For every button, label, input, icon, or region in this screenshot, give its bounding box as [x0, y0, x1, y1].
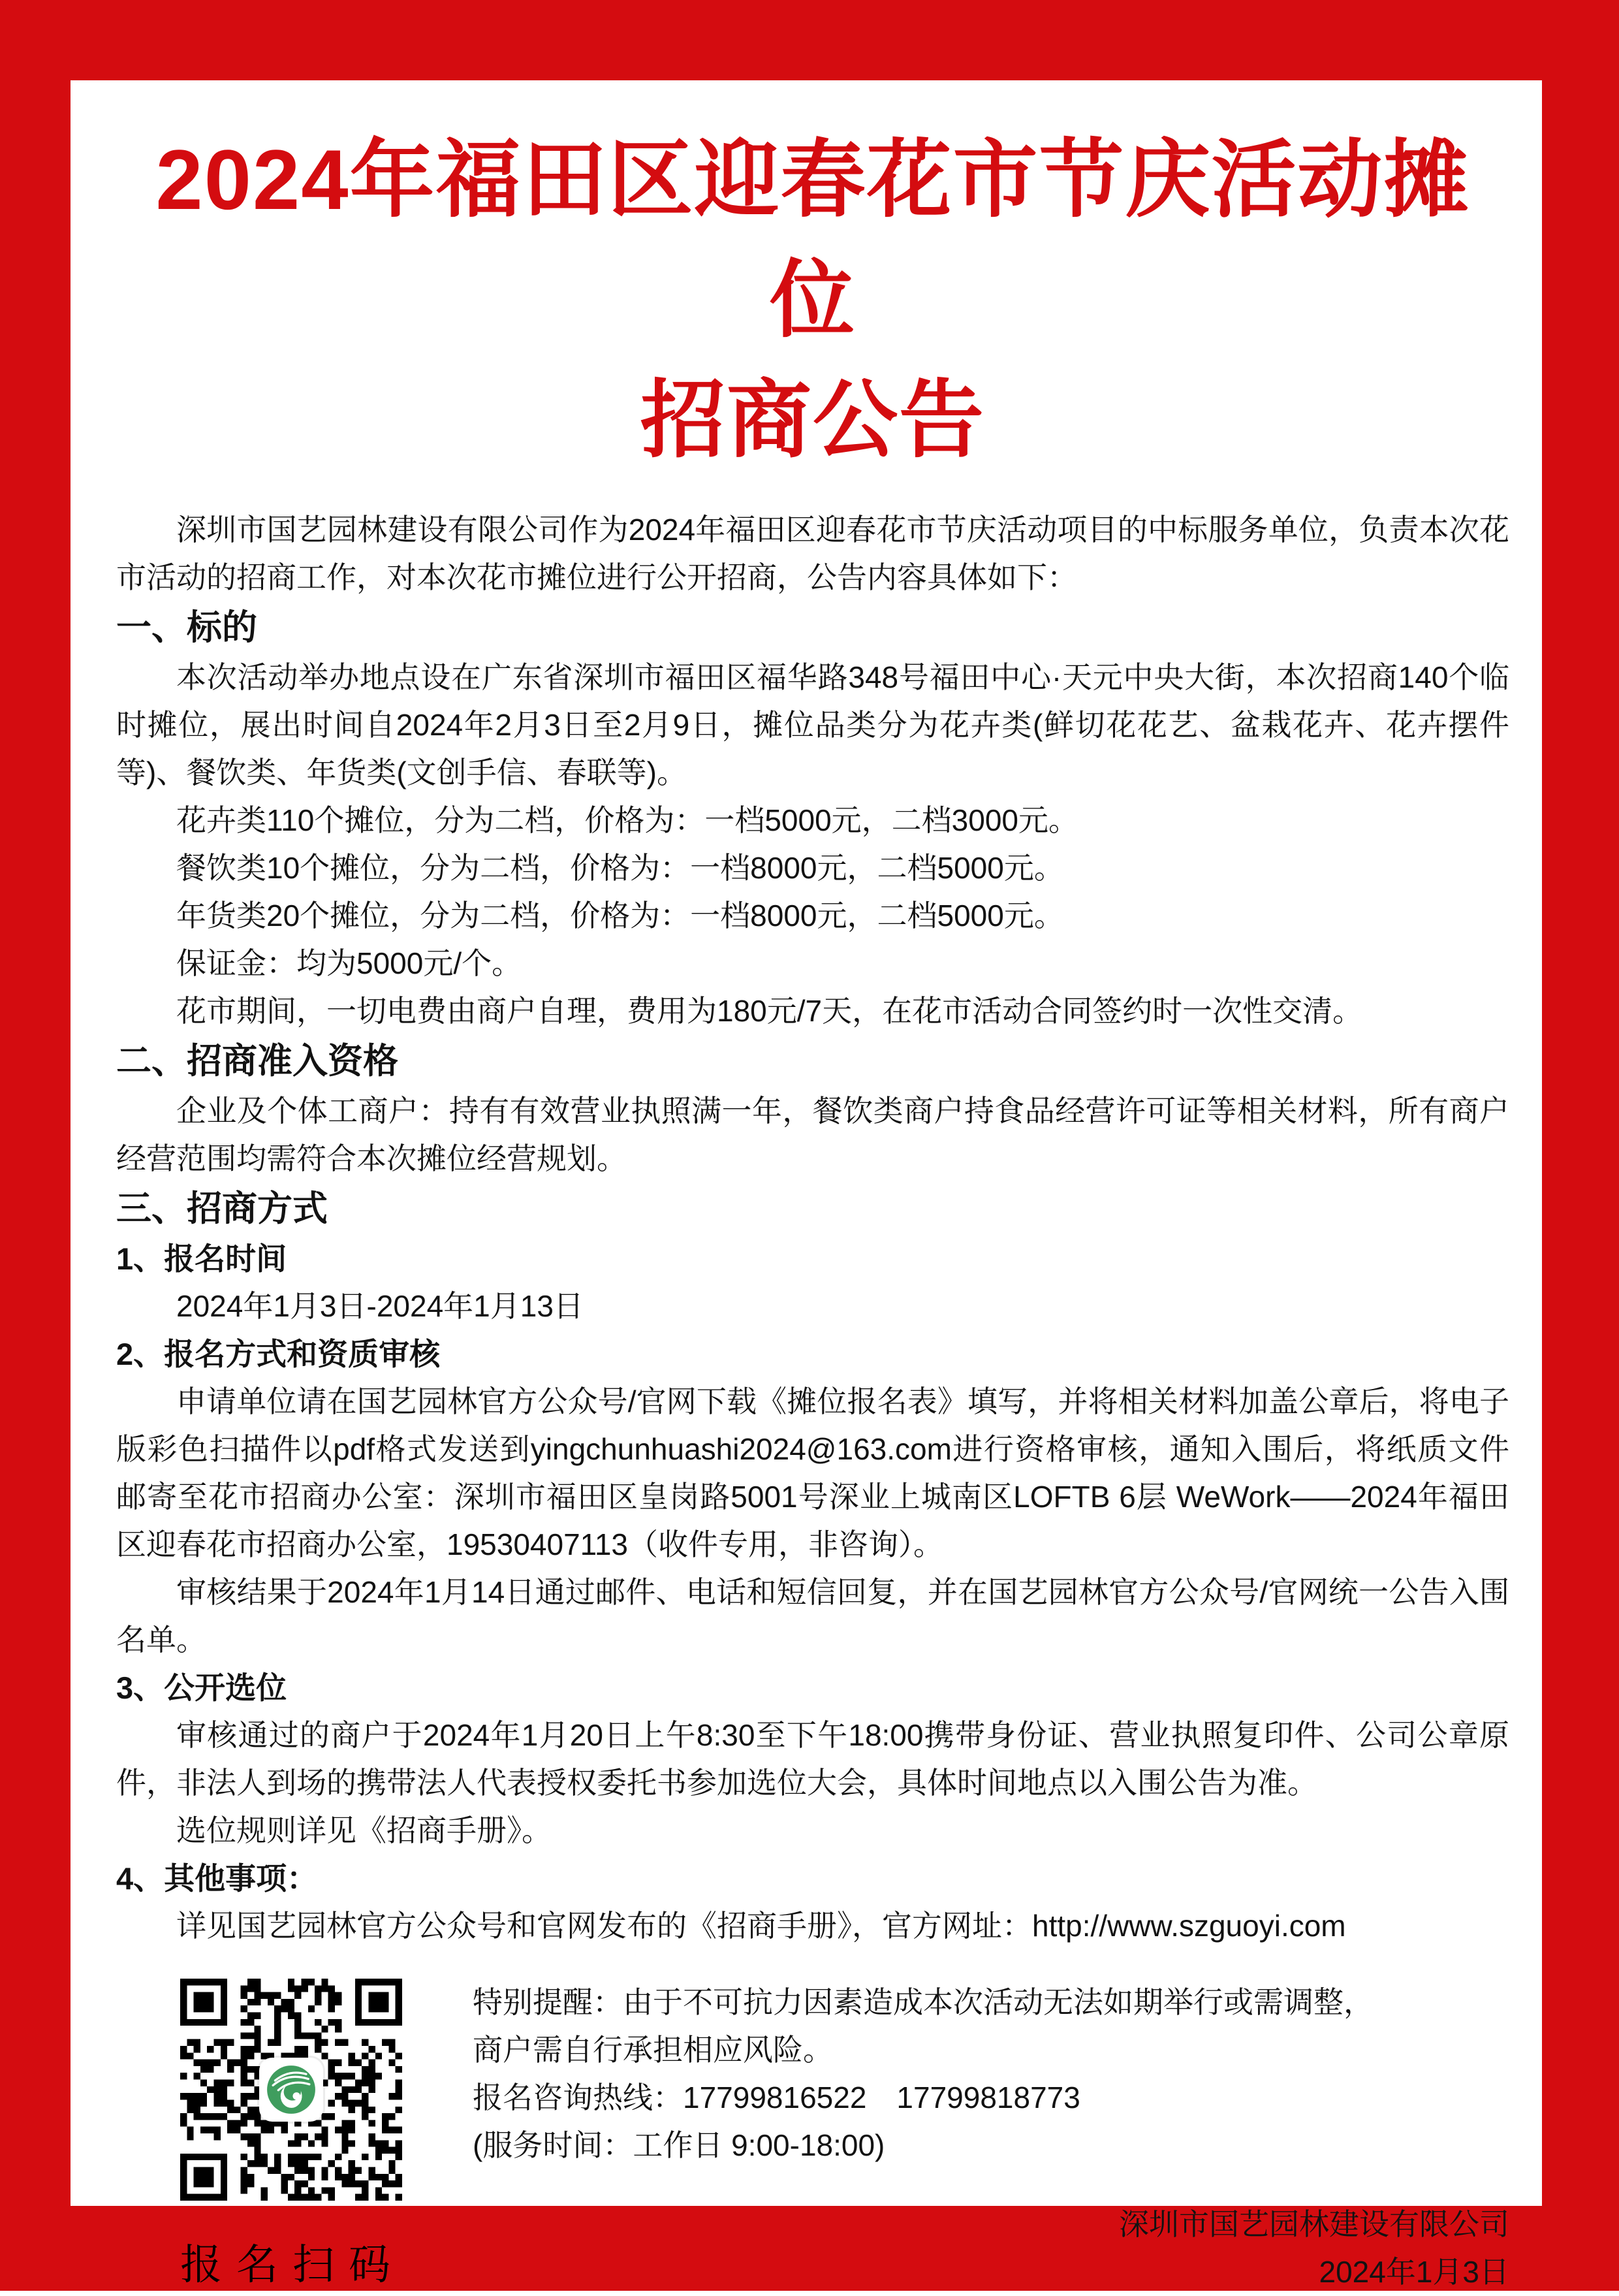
signature-block — [473, 2201, 1509, 2296]
section3-sub4-heading: 4、其他事项： — [116, 1861, 318, 1896]
intro-paragraph: 深圳市国艺园林建设有限公司作为2024年福田区迎春花市节庆活动项目的中标服务单位，负责本次花市活动的招商工作，对本次花市摊位进行公开招商，公告内容具体如下： — [116, 513, 1509, 594]
section3-sub4-paragraph-1: 详见国艺园林官方公众号和官网发布的《招商手册》，官方网址：http://www.szguoyi.com — [176, 1909, 1346, 1943]
service-hours-line: (服务时间：工作日 9:00-18:00) — [473, 2128, 885, 2162]
qr-code — [180, 1979, 402, 2201]
publish-date: 2024年1月3日 — [1319, 2255, 1509, 2289]
poster-sheet — [71, 80, 1542, 2289]
section3-sub3-paragraph-1: 审核通过的商户于2024年1月20日上午8:30至下午18:00携带身份证、营业执照复印件、公司公章原件，非法人到场的携带法人代表授权委托书参加选位大会，具体时间地点以入围公告为准。 — [116, 1718, 1509, 1800]
section3-sub2-paragraph-1: 申请单位请在国艺园林官方公众号/官网下载《摊位报名表》填写，并将相关材料加盖公章后，将电子版彩色扫描件以pdf格式发送到yingchunhuashi2024@163.com进行资格审核，通知入围后，将纸质文件邮寄至花市招商办公室：深圳市福田区皇岗路5001号深业上城南区LOFTB 6层 WeWork——2024年福田区迎春花市招商办公室，19530407113（收件专用，非咨询）。 — [116, 1384, 1509, 1561]
notice-line-1: 特别提醒：由于不可抗力因素造成本次活动无法如期举行或需调整， — [473, 1985, 1374, 2019]
bottom-section — [116, 1979, 1509, 2296]
section3-sub1-paragraph-1: 2024年1月3日-2024年1月13日 — [176, 1289, 584, 1323]
company-name: 深圳市国艺园林建设有限公司 — [1119, 2207, 1509, 2241]
section3-sub3-heading: 3、公开选位 — [116, 1670, 287, 1705]
notice-column — [430, 1979, 1509, 2296]
section3-sub3-paragraph-2: 选位规则详见《招商手册》。 — [176, 1813, 552, 1847]
section2-paragraph-1: 企业及个体工商户：持有有效营业执照满一年，餐饮类商户持食品经营许可证等相关材料，所有商户经营范围均需符合本次摊位经营规划。 — [116, 1094, 1509, 1175]
section1-paragraph-5: 保证金：均为5000元/个。 — [176, 946, 522, 980]
page-title-line2: 招商公告 — [640, 372, 985, 468]
notice-line-2: 商户需自行承担相应风险。 — [473, 2033, 833, 2067]
section1-paragraph-6: 花市期间，一切电费由商户自理，费用为180元/7天，在花市活动合同签约时一次性交清。 — [176, 994, 1363, 1028]
section2-heading: 二、招商准入资格 — [116, 1042, 398, 1081]
hotline-line: 报名咨询热线：17799816522 17799818773 — [473, 2081, 1080, 2114]
section3-sub1-heading: 1、报名时间 — [116, 1241, 287, 1276]
qr-column — [116, 1979, 430, 2292]
section1-paragraph-1: 本次活动举办地点设在广东省深圳市福田区福华路348号福田中心·天元中央大街，本次招商140个临时摊位，展出时间自2024年2月3日至2月9日，摊位品类分为花卉类(鲜切花花艺、盆栽花卉、花卉摆件等)、餐饮类、年货类(文创手信、春联等)。 — [116, 660, 1509, 789]
section1-paragraph-2: 花卉类110个摊位，分为二档，价格为：一档5000元，二档3000元。 — [176, 803, 1078, 837]
qr-center-logo — [259, 2058, 323, 2122]
section1-heading: 一、标的 — [116, 608, 257, 647]
page-title — [129, 120, 1496, 480]
section3-heading: 三、招商方式 — [116, 1189, 328, 1228]
qr-scan-label: 报名扫码 — [180, 2241, 405, 2288]
section3-sub2-heading: 2、报名方式和资质审核 — [116, 1337, 441, 1371]
green-bird-logo-icon — [264, 2063, 318, 2116]
section3-sub2-paragraph-2: 审核结果于2024年1月14日通过邮件、电话和短信回复，并在国艺园林官方公众号/官网统一公告入围名单。 — [116, 1575, 1509, 1657]
section1-paragraph-3: 餐饮类10个摊位，分为二档，价格为：一档8000元，二档5000元。 — [176, 851, 1064, 885]
page-title-line1: 2024年福田区迎春花市节庆活动摊位 — [155, 132, 1470, 347]
section1-paragraph-4: 年货类20个摊位，分为二档，价格为：一档8000元，二档5000元。 — [176, 899, 1064, 933]
